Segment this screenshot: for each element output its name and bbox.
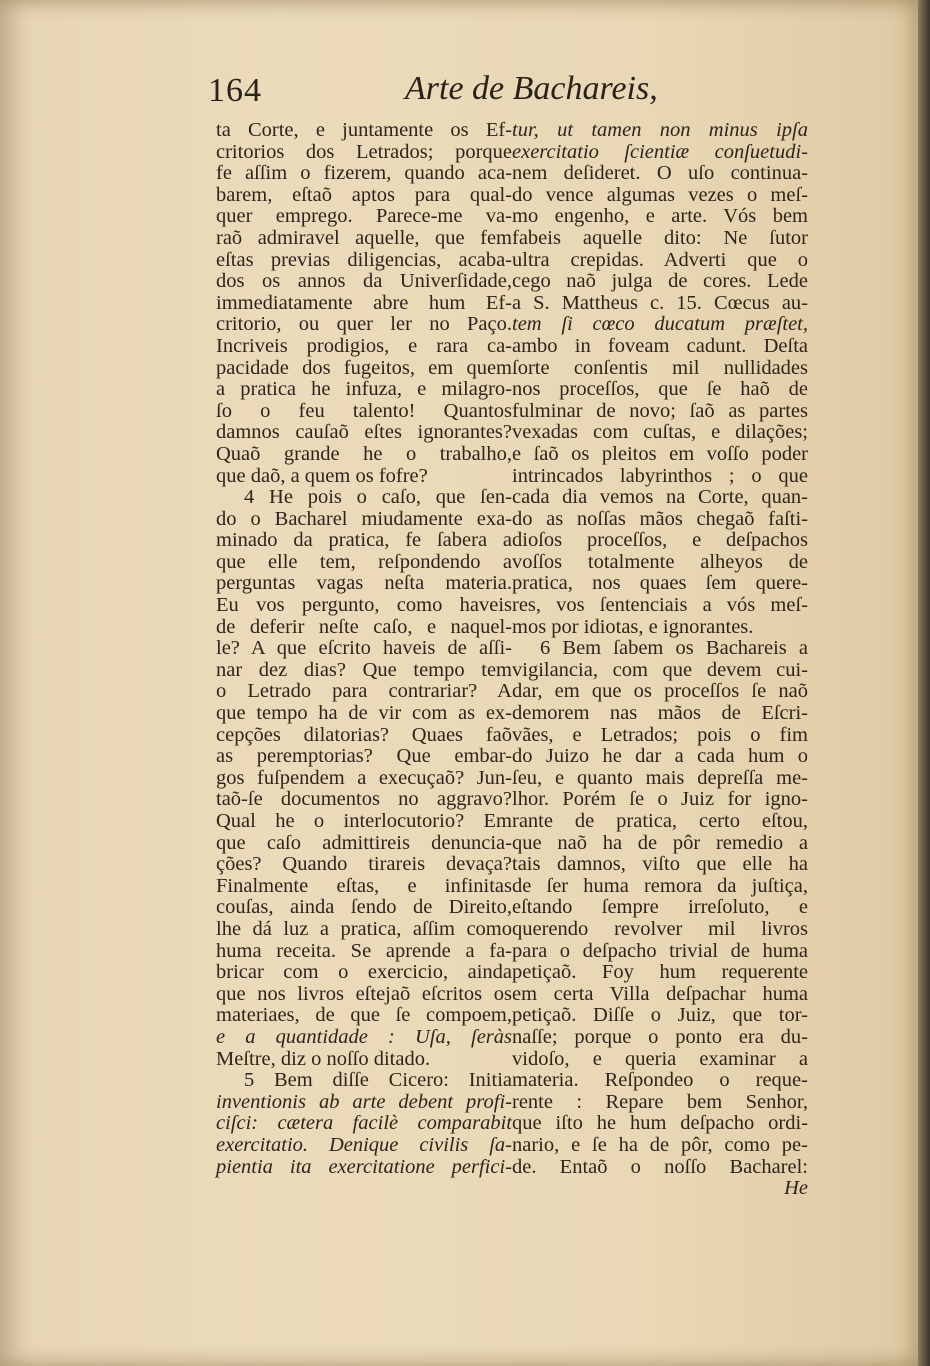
text-line: ambo in foveam cadunt. Deſta <box>512 334 808 357</box>
text-line: petiçaõ. Foy hum requerente <box>512 961 808 984</box>
text-line: que tempo ha de vir com as ex- <box>216 702 512 725</box>
text-line: inventionis ab arte debent profi- <box>216 1090 512 1113</box>
text-line: naſſe; porque o ponto era du- <box>512 1025 808 1048</box>
text-line: vigilancia, com que devem cui- <box>512 658 808 681</box>
text-line: de. Entaõ o noſſo Bacharel: <box>512 1155 808 1178</box>
text-line: vexadas com cuſtas, e dilações; <box>512 421 808 444</box>
text-line: e a quantidade : Uſa, ſeràs <box>216 1025 512 1048</box>
text-line: ultra crepidas. Adverti que o <box>512 248 808 271</box>
text-line: raõ admiravel aquelle, que fem <box>216 226 512 249</box>
text-line: que naõ ha de pôr remedio a <box>512 831 808 854</box>
text-line: petiçaõ. Diſſe o Juiz, que tor- <box>512 1004 808 1027</box>
text-line: exercitatio. Denique civilis ſa- <box>216 1133 512 1156</box>
running-title: Arte de Bachareis, <box>405 70 658 107</box>
text-line: dos os annos da Univerſidade, <box>216 270 512 293</box>
right-text-column <box>512 120 808 1200</box>
text-line: critorios dos Letrados; porque <box>216 140 512 163</box>
text-line: 5 Bem diſſe Cicero: Initia <box>244 1069 512 1092</box>
text-line: dar, em que os proceſſos ſe naõ <box>512 680 808 703</box>
text-line: ſo o feu talento! Quantos <box>216 399 512 422</box>
text-line: do vence algumas vezes o meſ- <box>512 183 808 206</box>
text-line: que caſo admittireis denuncia- <box>216 831 512 854</box>
text-line: cada dia vemos na Corte, quan- <box>512 486 808 509</box>
text-line: dioſos proceſſos, e deſpachos <box>512 529 808 552</box>
text-line: He <box>784 1177 808 1200</box>
text-line: ſorte conſentis mil nullidades <box>512 356 808 379</box>
text-line: Meſtre, diz o noſſo ditado. <box>216 1047 431 1070</box>
text-line: eſtando ſempre irreſoluto, e <box>512 896 808 919</box>
text-line: tur, ut tamen non minus ipſa <box>512 119 808 141</box>
text-line: intrincados labyrinthos ; o que <box>512 464 808 487</box>
text-line: Eu vos pergunto, como haveis <box>216 594 512 617</box>
text-line: Finalmente eſtas, e infinitas <box>216 874 512 897</box>
text-line: damnos cauſaõ eſtes ignorantes? <box>216 421 512 444</box>
text-line: minado da pratica, fe ſabera a <box>216 529 512 552</box>
text-line: voſſos totalmente alheyos de <box>512 550 808 573</box>
text-line: fe aſſim o fizerem, quando aca- <box>216 162 512 185</box>
text-line: que elle tem, reſpondendo a <box>216 550 512 573</box>
text-line: rante de pratica, certo eſtou, <box>512 810 808 832</box>
left-text-column <box>216 120 512 1178</box>
text-line: para o deſpacho trivial de huma <box>512 939 808 962</box>
text-line: pientia ita exercitatione perfici- <box>216 1155 512 1178</box>
text-line: rente : Repare bem Senhor, <box>512 1090 808 1113</box>
text-line: que iſto he hum deſpacho ordi- <box>512 1112 808 1135</box>
text-line: materiaes, de que ſe compoem, <box>216 1004 512 1027</box>
text-line: couſas, ainda ſendo de Direito, <box>216 896 512 919</box>
text-line: vidoſo, e queria examinar a <box>512 1047 808 1070</box>
text-line: pratica, nos quaes ſem quere- <box>512 572 808 595</box>
text-line: mos por idiotas, e ignorantes. <box>512 615 754 638</box>
text-line: Qual he o interlocutorio? Em <box>216 810 512 832</box>
text-line: barem, eſtaõ aptos para qual- <box>216 183 512 206</box>
text-line: demorem nas mãos de Eſcri- <box>512 702 808 725</box>
text-line: bricar com o exercicio, ainda <box>216 961 512 984</box>
text-line: tem ſi cœco ducatum præſtet, <box>512 313 808 336</box>
text-line: exercitatio ſcientiæ conſuetudi- <box>512 140 808 163</box>
text-line: quer emprego. Parece-me va- <box>216 205 512 228</box>
text-line: de ſer huma remora da juſtiça, <box>512 874 808 897</box>
text-line: que daõ, a quem os fofre? <box>216 464 428 487</box>
text-line: fabeis aquelle dito: Ne ſutor <box>512 226 808 249</box>
text-line: gos fuſpendem a execuçaõ? Jun- <box>216 766 512 789</box>
text-line: critorio, ou quer ler no Paço. <box>216 313 512 336</box>
text-line: immediatamente abre hum Ef- <box>216 291 512 314</box>
text-line: taõ-ſe documentos no aggravo? <box>216 788 512 811</box>
text-line: e ſaõ os pleitos em voſſo poder <box>512 442 808 465</box>
text-line: materia. Reſpondeo o reque- <box>512 1069 808 1092</box>
text-line: 6 Bem ſabem os Bachareis a <box>540 637 808 660</box>
text-line: nario, e ſe ha de pôr, como pe- <box>512 1133 808 1156</box>
text-line: nos proceſſos, que ſe haõ de <box>512 378 808 401</box>
text-line: 4 He pois o caſo, que ſen- <box>244 486 512 509</box>
text-line: a S. Mattheus c. 15. Cœcus au- <box>512 291 808 314</box>
text-line: Incriveis prodigios, e rara ca- <box>216 334 512 357</box>
text-line: pacidade dos fugeitos, em quem <box>216 356 512 379</box>
text-line: eſtas previas diligencias, acaba- <box>216 248 512 271</box>
text-line: ſeu, e quanto mais depreſſa me- <box>512 766 808 789</box>
text-line: le? A que eſcrito haveis de aſſi- <box>216 637 512 660</box>
text-line: res, vos ſentenciais a vós meſ- <box>512 594 808 617</box>
text-line: nar dez dias? Que tempo tem <box>216 658 512 681</box>
text-line: o Letrado para contrariar? A <box>216 680 512 703</box>
text-line: Quaõ grande he o trabalho, <box>216 442 512 465</box>
text-line: ções? Quando tirareis devaça? <box>216 853 512 876</box>
page-number: 164 <box>208 72 262 109</box>
text-line: nem deſideret. O uſo continua- <box>512 162 808 185</box>
text-line: mo engenho, e arte. Vós bem <box>512 205 808 228</box>
text-line: querendo revolver mil livros <box>512 917 808 940</box>
page-edge <box>918 0 930 1366</box>
text-line: do o Bacharel miudamente exa- <box>216 507 512 530</box>
text-line: do as noſſas mãos chegaõ faſti- <box>512 507 808 530</box>
text-line: que nos livros eſtejaõ eſcritos os <box>216 982 512 1005</box>
text-line: em certa Villa deſpachar huma <box>512 982 808 1005</box>
text-line: ta Corte, e juntamente os Ef- <box>216 119 512 141</box>
text-line: de deferir neſte caſo, e naquel- <box>216 615 512 638</box>
text-line: lhor. Porém ſe o Juiz for igno- <box>512 788 808 811</box>
text-line: vães, e Letrados; pois o fim <box>512 723 808 746</box>
text-line: perguntas vagas neſta materia. <box>216 572 512 595</box>
running-header <box>0 68 918 118</box>
text-line: huma receita. Se aprende a fa- <box>216 939 512 962</box>
text-line: as peremptorias? Que embar- <box>216 745 512 768</box>
text-line: cego naõ julga de cores. Lede <box>512 270 808 293</box>
text-line: tais damnos, viſto que elle ha <box>512 853 808 876</box>
text-line: cepções dilatorias? Quaes faõ <box>216 723 512 746</box>
text-line: ciſci: cætera facilè comparabit <box>216 1112 512 1135</box>
text-line: do Juizo he dar a cada hum o <box>512 745 808 768</box>
text-line: fulminar de novo; ſaõ as partes <box>512 399 808 422</box>
text-line: a pratica he infuza, e milagro- <box>216 378 512 401</box>
text-line: lhe dá luz a pratica, aſſim como <box>216 917 512 940</box>
